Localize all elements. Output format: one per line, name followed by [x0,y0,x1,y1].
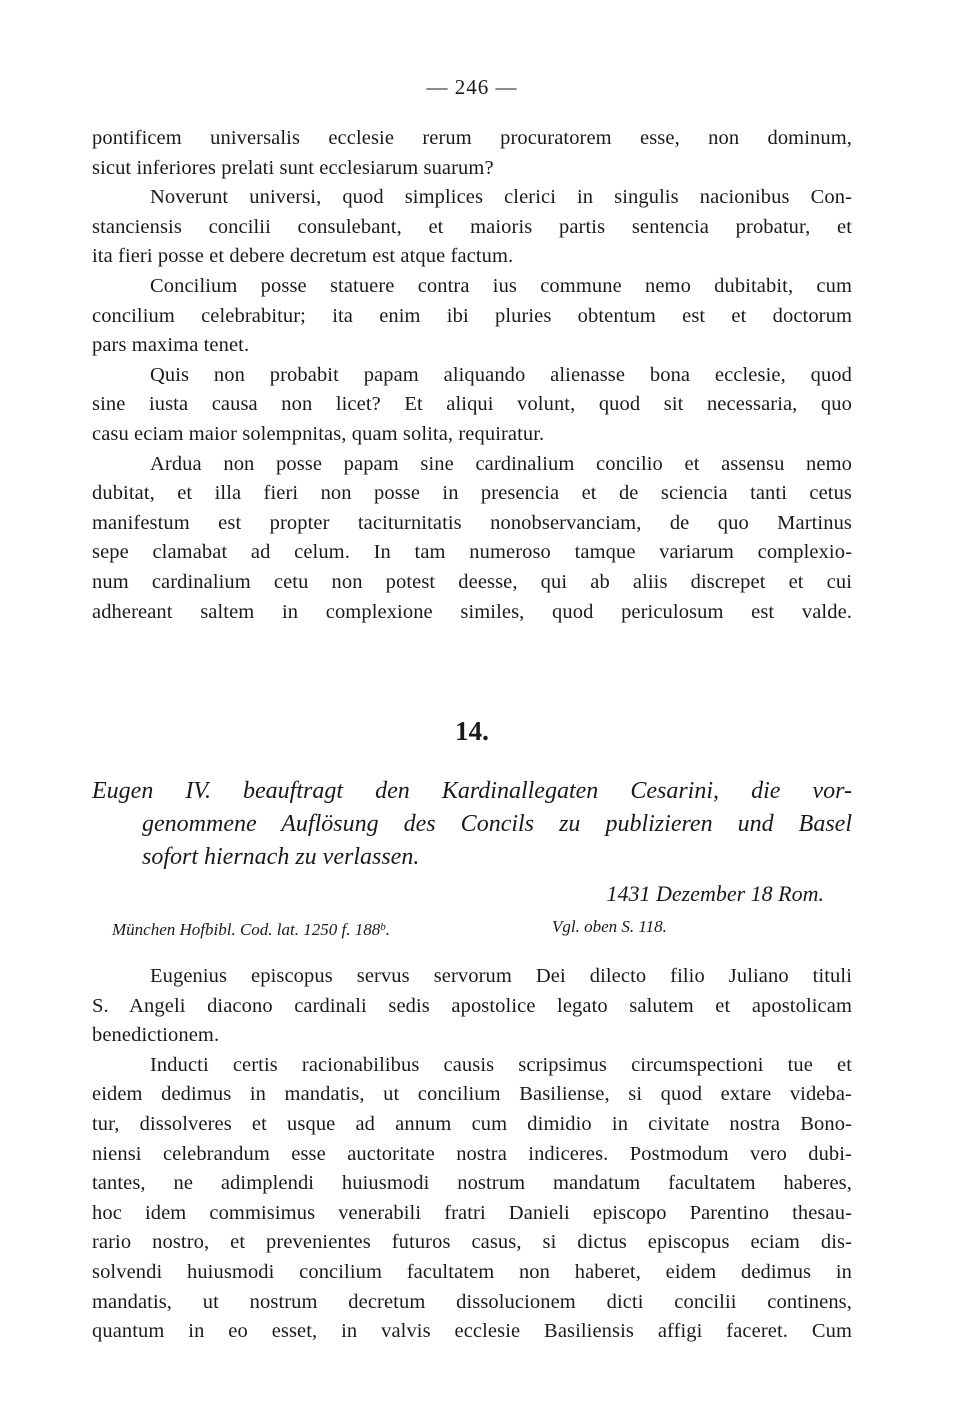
text-line: dubitat, et illa fieri non posse in presencia et de sciencia tanti cetus [92,482,852,505]
manuscript-source-end: . [385,920,390,940]
text-line: num cardinalium cetu non potest deesse, qui ab aliis discrepet et cui [92,570,852,593]
source-reference [92,910,852,944]
manuscript-source [112,910,390,947]
text-line: tur, dissolveres et usque ad annum cum dimidio in civitate nostra Bono- [92,1113,852,1136]
document-page [92,70,852,1347]
text-line: tantes, ne adimplendi huiusmodi nostrum mandatum facultatem haberes, [92,1172,852,1195]
heading-line: sofort hiernach zu verlassen. [142,844,420,871]
text-line: mandatis, ut nostrum decretum dissolucionem dicti concilii continens, [92,1290,852,1313]
manuscript-source-text: München Hofbibl. Cod. lat. 1250 f. 188 [112,920,381,940]
section-spacer [92,627,852,711]
text-line: quantum in eo esset, in valvis ecclesie Basiliensis affigi faceret. Cum [92,1320,852,1343]
text-line: hoc idem commisimus venerabili fratri Danieli episcopo Parentino thesau- [92,1201,852,1224]
text-line: benedictionem. [92,1024,220,1047]
text-line: solvendi huiusmodi concilium facultatem non haberet, eidem dedimus in [92,1261,852,1284]
text-line: concilium celebrabitur; ita enim ibi pluries obtentum est et doctorum [92,304,852,327]
page-number: — 246 — [426,75,518,99]
text-line: Inducti certis racionabilibus causis scripsimus circumspectioni tue et [150,1053,852,1076]
text-line: sepe clamabat ad celum. In tam numeroso tamque variarum complexio- [92,541,852,564]
text-line: eidem dedimus in mandatis, ut concilium Basiliense, si quod extare videba- [92,1083,852,1106]
document-heading [92,775,852,874]
document-number: 14. [455,716,489,747]
text-line: rario nostro, et prevenientes futuros casus, si dictus episcopus eciam dis- [92,1231,852,1254]
text-line: adhereant saltem in complexione similes, quod periculosum est valde. [92,600,852,623]
text-line: S. Angeli diacono cardinali sedis apostolice legato salutem et apostolicam [92,994,852,1017]
text-line: sicut inferiores prelati sunt ecclesiarum suarum? [92,156,494,179]
text-line: Quis non probabit papam aliquando alienasse bona ecclesie, quod [150,363,852,386]
text-line: Concilium posse statuere contra ius commune nemo dubitabit, cum [150,274,852,297]
text-line: ita fieri posse et debere decretum est atque factum. [92,245,514,268]
body-text-section-2 [92,962,852,1347]
text-line: pars maxima tenet. [92,334,250,357]
heading-line: genommene Auflösung des Concils zu publizieren und Basel [142,811,852,838]
body-text-section-1 [92,124,852,627]
text-line: Ardua non posse papam sine cardinalium concilio et assensu nemo [150,452,852,475]
text-line: stanciensis concilii consulebant, et maioris partis sentencia probatur, et [92,215,852,238]
cross-reference: Vgl. oben S. 118. [552,917,667,937]
text-line: manifestum est propter taciturnitatis nonobservanciam, de quo Martinus [92,511,852,534]
text-line: casu eciam maior solempnitas, quam solita, requiratur. [92,422,545,445]
text-line: pontificem universalis ecclesie rerum procuratorem esse, non dominum, [92,127,852,149]
text-line: Noverunt universi, quod simplices clerici in singulis nacionibus Con- [150,186,852,209]
heading-line: Eugen IV. beauftragt den Kardinallegaten Cesarini, die vor- [92,778,852,805]
manuscript-folio-side: b [380,921,386,934]
text-line: Eugenius episcopus servus servorum Dei dilecto filio Juliano tituli [150,965,852,988]
text-line: niensi celebrandum esse auctoritate nostra indiceres. Postmodum vero dubi- [92,1142,852,1165]
date-place: 1431 Dezember 18 Rom. [606,881,824,907]
text-line: sine iusta causa non licet? Et aliqui volunt, quod sit necessaria, quo [92,393,852,416]
